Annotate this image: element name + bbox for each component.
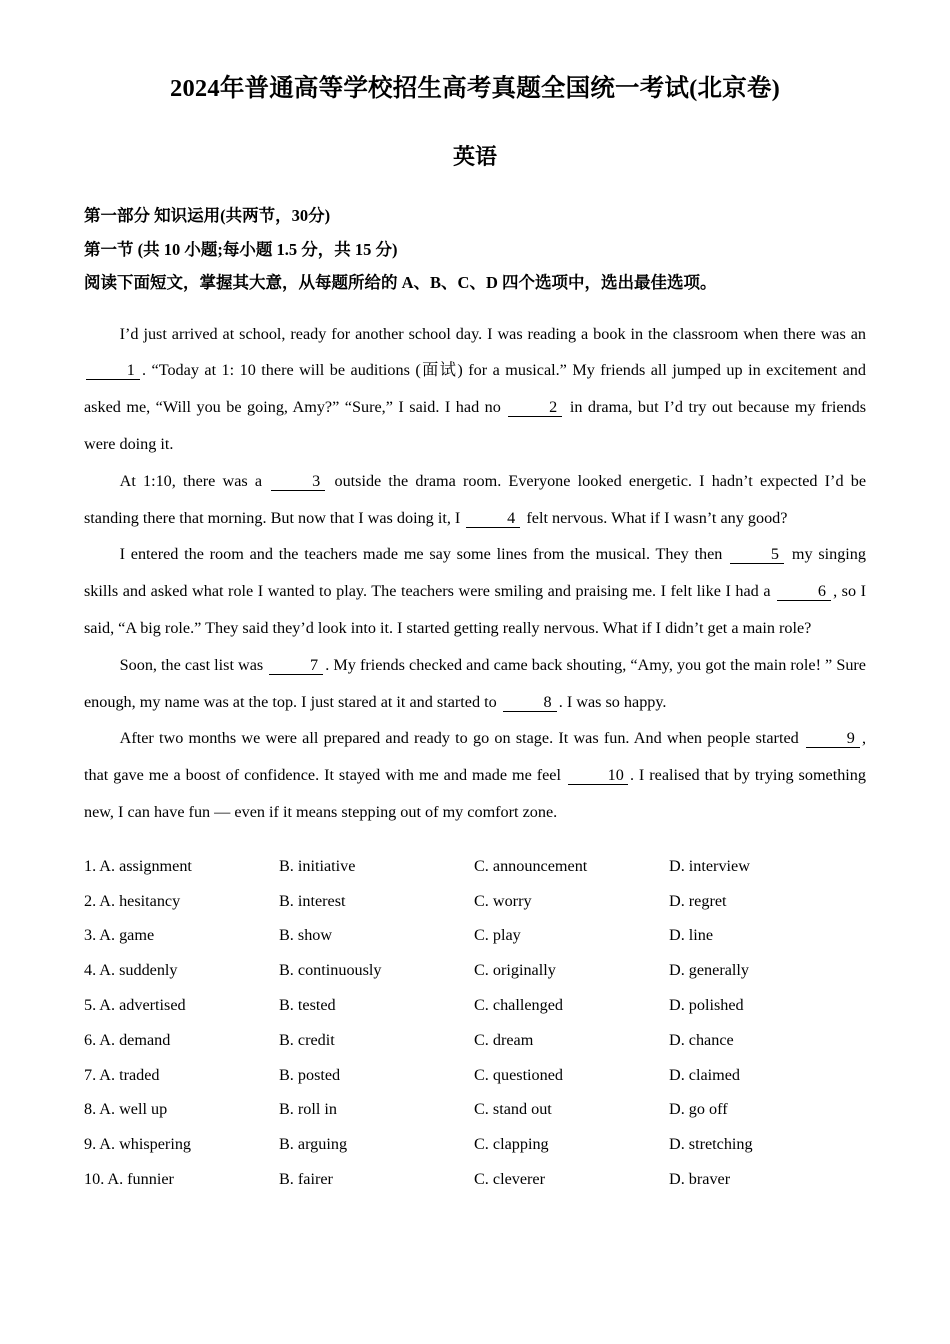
option-d-4[interactable]: D. generally bbox=[669, 961, 750, 980]
blank-8[interactable]: 8 bbox=[503, 694, 557, 712]
option-d-2[interactable]: D. regret bbox=[669, 891, 727, 910]
section-heading: 第一节 (共 10 小题;每小题 1.5 分，共 15 分) bbox=[84, 239, 398, 259]
option-b-8[interactable]: B. roll in bbox=[279, 1100, 338, 1119]
blank-6[interactable]: 6 bbox=[777, 583, 831, 601]
blank-2[interactable]: 2 bbox=[508, 399, 562, 417]
part-heading: 第一部分 知识运用(共两节，30分) bbox=[84, 206, 331, 226]
option-c-6[interactable]: C. dream bbox=[474, 1030, 534, 1049]
option-b-1[interactable]: B. initiative bbox=[279, 856, 356, 875]
option-c-2[interactable]: C. worry bbox=[474, 891, 532, 910]
option-c-3[interactable]: C. play bbox=[474, 926, 521, 945]
option-a-5[interactable]: 5. A. advertised bbox=[84, 995, 186, 1014]
option-b-10[interactable]: B. fairer bbox=[279, 1169, 333, 1188]
option-a-10[interactable]: 10. A. funnier bbox=[84, 1169, 174, 1188]
option-a-7[interactable]: 7. A. traded bbox=[84, 1065, 160, 1084]
page-title: 2024年普通高等学校招生高考真题全国统一考试(北京卷) bbox=[170, 75, 780, 102]
blank-5[interactable]: 5 bbox=[730, 546, 784, 564]
option-a-4[interactable]: 4. A. suddenly bbox=[84, 961, 178, 980]
question-row bbox=[84, 884, 866, 919]
option-c-7[interactable]: C. questioned bbox=[474, 1065, 564, 1084]
option-c-1[interactable]: C. announcement bbox=[474, 856, 588, 875]
option-b-4[interactable]: B. continuously bbox=[279, 961, 382, 980]
option-b-3[interactable]: B. show bbox=[279, 926, 333, 945]
option-b-5[interactable]: B. tested bbox=[279, 995, 336, 1014]
option-a-3[interactable]: 3. A. game bbox=[84, 926, 155, 945]
answer-options-list bbox=[84, 849, 866, 1197]
question-row bbox=[84, 849, 866, 884]
question-row bbox=[84, 988, 866, 1023]
section-headings bbox=[84, 208, 866, 292]
option-c-9[interactable]: C. clapping bbox=[474, 1135, 549, 1154]
option-c-4[interactable]: C. originally bbox=[474, 961, 556, 980]
option-d-9[interactable]: D. stretching bbox=[669, 1135, 753, 1154]
passage-paragraph: I entered the room and the teachers made me say some lines from the musical. They then 5 my singing skills and asked what role I wanted to play. The teachers were smiling and praising me. I felt like I had a 6 , so I said, “A big role.” They said they’d look into it. I started getting really nervous. What if I didn’t get a main role? bbox=[84, 545, 866, 637]
option-a-1[interactable]: 1. A. assignment bbox=[84, 856, 192, 875]
blank-9[interactable]: 9 bbox=[806, 730, 860, 748]
blank-10[interactable]: 10 bbox=[568, 767, 628, 785]
instruction-text: 阅读下面短文，掌握其大意，从每题所给的 A、B、C、D 四个选项中，选出最佳选项。 bbox=[84, 273, 717, 293]
passage-paragraph: At 1:10, there was a 3 outside the drama room. Everyone looked energetic. I hadn’t expected I’d be standing there that morning. But now that I was doing it, I 4 felt nervous. What if I wasn’t any good? bbox=[84, 471, 867, 527]
option-b-7[interactable]: B. posted bbox=[279, 1065, 341, 1084]
question-row bbox=[84, 1162, 866, 1197]
option-b-2[interactable]: B. interest bbox=[279, 891, 346, 910]
option-a-2[interactable]: 2. A. hesitancy bbox=[84, 891, 181, 910]
option-a-8[interactable]: 8. A. well up bbox=[84, 1100, 168, 1119]
blank-4[interactable]: 4 bbox=[466, 510, 520, 528]
option-d-3[interactable]: D. line bbox=[669, 926, 714, 945]
question-row bbox=[84, 918, 866, 953]
option-c-8[interactable]: C. stand out bbox=[474, 1100, 552, 1119]
question-row bbox=[84, 1092, 866, 1127]
question-row bbox=[84, 953, 866, 988]
passage-paragraph: I’d just arrived at school, ready for another school day. I was reading a book in the classroom when there was an 1 . “Today at 1: 10 there will be auditions (面试) for a musical.” My friends all jumped up in excitement and asked me, “Will you be going, Amy?” “Sure,” I said. I had no 2 in drama, but I’d try out because my friends were doing it. bbox=[84, 324, 866, 454]
option-d-5[interactable]: D. polished bbox=[669, 995, 744, 1014]
option-d-6[interactable]: D. chance bbox=[669, 1030, 734, 1049]
option-d-1[interactable]: D. interview bbox=[669, 856, 750, 875]
page-content bbox=[84, 0, 866, 1197]
option-d-8[interactable]: D. go off bbox=[669, 1100, 728, 1119]
option-d-10[interactable]: D. braver bbox=[669, 1169, 731, 1188]
option-c-5[interactable]: C. challenged bbox=[474, 995, 563, 1014]
passage-paragraph: Soon, the cast list was 7 . My friends checked and came back shouting, “Amy, you got the main role! ” Sure enough, my name was at the top. I just stared at it and started to 8 . I was so happy. bbox=[84, 655, 866, 711]
passage-paragraph: After two months we were all prepared and ready to go on stage. It was fun. And when people started 9 , that gave me a boost of confidence. It stayed with me and made me feel 10 . I realised that by trying something new, I can have fun — even if it means stepping out of my comfort zone. bbox=[84, 729, 866, 821]
blank-7[interactable]: 7 bbox=[269, 657, 323, 675]
blank-1[interactable]: 1 bbox=[86, 362, 140, 380]
option-a-6[interactable]: 6. A. demand bbox=[84, 1030, 171, 1049]
question-row bbox=[84, 1023, 866, 1058]
question-row bbox=[84, 1127, 866, 1162]
blank-3[interactable]: 3 bbox=[271, 473, 325, 491]
question-row bbox=[84, 1058, 866, 1093]
option-a-9[interactable]: 9. A. whispering bbox=[84, 1135, 192, 1154]
option-b-6[interactable]: B. credit bbox=[279, 1030, 335, 1049]
option-b-9[interactable]: B. arguing bbox=[279, 1135, 348, 1154]
subject-title: 英语 bbox=[452, 143, 497, 169]
option-c-10[interactable]: C. cleverer bbox=[474, 1169, 546, 1188]
reading-passage bbox=[84, 316, 866, 831]
option-d-7[interactable]: D. claimed bbox=[669, 1065, 741, 1084]
